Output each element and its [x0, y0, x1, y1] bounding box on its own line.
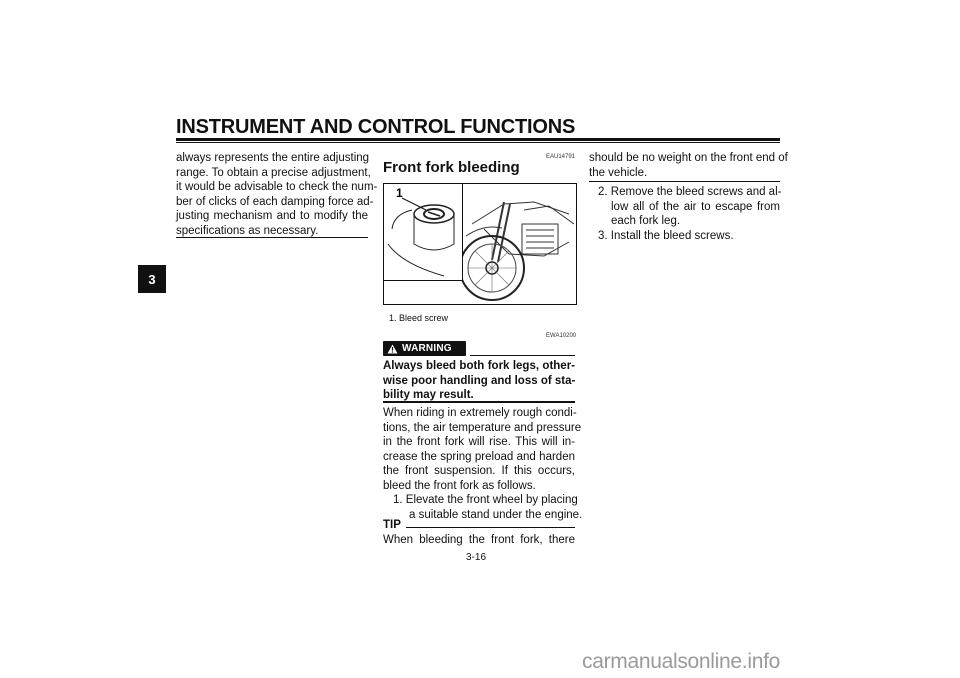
chapter-tab: 3 [138, 265, 166, 293]
text-line: ber of clicks of each damping force ad- [176, 195, 374, 208]
text-line: it would be advisable to check the num- [176, 181, 378, 193]
tip-end-rule [589, 181, 780, 182]
watermark: carmanualsonline.info [582, 650, 780, 673]
tip-rule [406, 527, 575, 528]
text-line: 3. Install the bleed screws. [598, 230, 734, 242]
text-line: range. To obtain a precise adjustment, [176, 166, 371, 179]
section-title: Front fork bleeding [383, 159, 520, 176]
step-2 [598, 185, 780, 229]
left-column-end-rule [176, 237, 368, 238]
left-column-text [176, 151, 378, 238]
figure-callout-number: 1 [396, 186, 403, 200]
screw-slot [428, 212, 440, 216]
text-line: When riding in extremely rough condi- [383, 407, 577, 419]
engine-fins [526, 230, 554, 248]
bleed-screw-figure [383, 183, 577, 305]
text-line: When bleeding the front fork, there [383, 534, 575, 546]
warning-end-rule [383, 401, 575, 403]
warning-text [383, 359, 575, 403]
text-line: should be no weight on the front end of [589, 152, 788, 164]
text-line: in the front fork will rise. This will in- [383, 436, 575, 448]
bleed-screw-closeup [384, 184, 462, 280]
step-1 [393, 493, 583, 522]
text-line: the front suspension. If this occurs, [383, 465, 575, 477]
text-line: wise poor handling and loss of sta- [383, 374, 576, 387]
section-code: EAU14791 [546, 154, 576, 160]
triple-clamp [388, 244, 444, 276]
text-line: crease the spring preload and harden [383, 450, 575, 463]
page-header-title: INSTRUMENT AND CONTROL FUNCTIONS [176, 116, 576, 138]
tip-label: TIP [383, 519, 401, 531]
header-rule-thin [176, 142, 780, 143]
warning-badge [383, 341, 466, 356]
text-line: specifications as necessary. [176, 224, 319, 237]
warning-label: WARNING [402, 343, 452, 354]
text-line: 1. Elevate the front wheel by placing [393, 494, 578, 506]
inset-detail-view [384, 184, 463, 281]
text-line: tions, the air temperature and pressure [383, 421, 582, 434]
frame-line [472, 202, 569, 224]
text-line: always represents the entire adjusting [176, 152, 370, 164]
body-text [383, 406, 582, 493]
right-column-text [589, 151, 788, 180]
handlebar-clamp [392, 210, 412, 229]
text-line: 2. Remove the bleed screws and al- [598, 186, 782, 198]
text-line: each fork leg. [611, 215, 681, 227]
page-number: 3-16 [466, 552, 487, 563]
figure-caption: 1. Bleed screw [389, 313, 449, 323]
warning-header-rule [470, 355, 575, 356]
text-line: the vehicle. [589, 166, 648, 179]
text-line: bleed the front fork as follows. [383, 479, 536, 492]
step-3 [598, 229, 780, 244]
text-line: justing mechanism and to modify the [176, 210, 368, 222]
text-line: Always bleed both fork legs, other- [383, 360, 575, 372]
tip-text [383, 533, 575, 548]
seat-line [524, 206, 574, 224]
callout-leader [402, 198, 426, 210]
text-line: low all of the air to escape from [611, 200, 780, 213]
engine-block [522, 224, 558, 254]
warning-code: EWA10200 [546, 333, 577, 339]
text-line: bility may result. [383, 389, 474, 401]
warning-triangle-icon [387, 344, 398, 354]
text-line: a suitable stand under the engine. [409, 508, 583, 521]
header-rule [176, 138, 780, 141]
